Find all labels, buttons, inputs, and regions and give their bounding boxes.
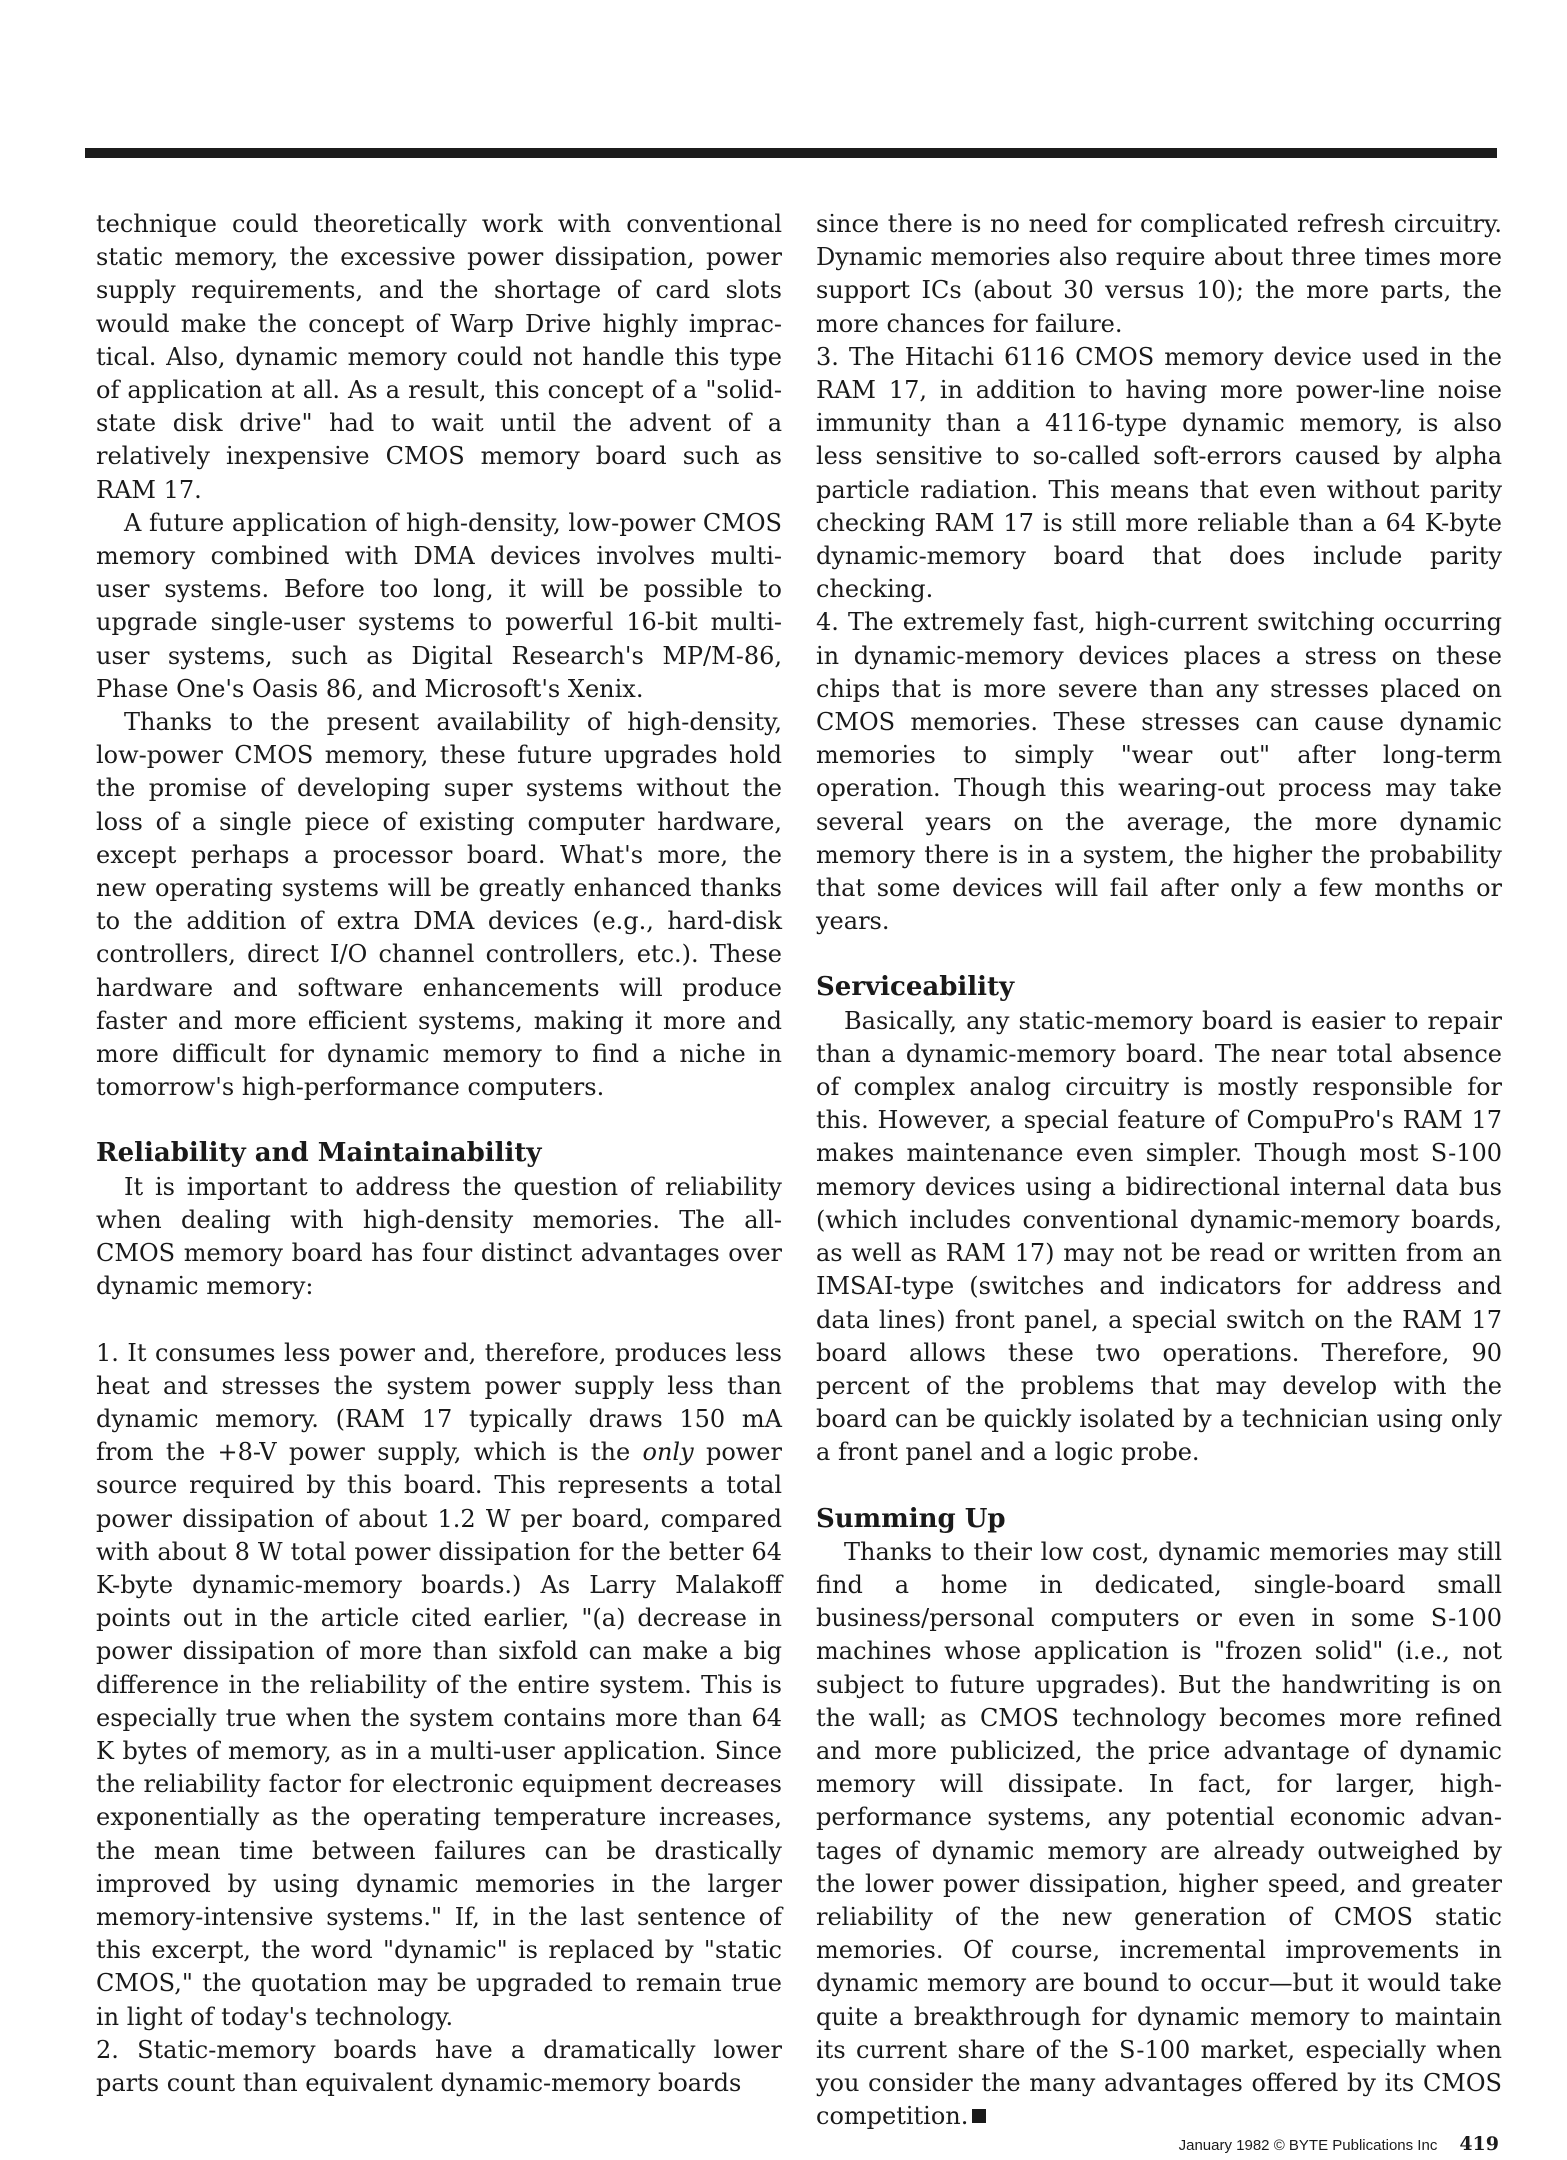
paragraph-warp-drive: technique could theoretically work with conventional static memory, the excessive power dissipation, power supply requirements, and the shortage of card slots would make the concept of Warp Drive highly impractical. Also, dynamic memory could not handle this type of application at all. As a result, this concept of a "solid-state disk drive" had to wait until the advent of a relatively inexpensive CMOS memory board such as RAM 17. [96,210,782,504]
paragraph-future-upgrades: Thanks to the present availability of high-density, low-power CMOS memory, these future upgrades hold the promise of developing super systems without the loss of a single piece of existing computer hardware, except perhaps a processor board. What's more, the new operating systems will be greatly enhanced thanks to the addition of extra DMA devices (e.g., hard-disk controllers, direct I/O channel controllers, etc.). These hardware and software enhancements will produce faster and more efficient systems, making it more and more difficult for dynamic memory to find a niche in tomorrow's high-performance computers. [96,708,782,1102]
list-item-2-continued: since there is no need for complicated refresh circuitry. Dynamic memories also require about three times more support ICs (about 30 versus 10); the more parts, the more chances for failure. [816,210,1502,338]
summing-up-text: Thanks to their low cost, dynamic memories may still find a home in dedicated, single-board small business/personal computers or even in some S-100 machines whose application is "frozen solid" (i.e., not subject to future upgrades). But the handwriting is on the wall; as CMOS technology becomes more refined and more publicized, the price advantage of dynamic memory will dissipate. In fact, for larger, high-performance systems, any potential economic advantages of dynamic memory are already outweighed by the lower power dissipation, higher speed, and greater reliability of the new generation of CMOS static memories. Of course, incremental improvements in dynamic memory are bound to occur—but it would take quite a breakthrough for dynamic memory to maintain its current share of the S-100 market, especially when you consider the many advantages offered by its CMOS competition. [816,1537,1502,2131]
end-of-article-mark [972,2109,986,2123]
heading-summing-up: Summing Up [816,1503,1006,1534]
list-item-4: 4. The extremely fast, high-current switching occurring in dynamic-memory devices places a stress on these chips that is more severe than any stresses placed on CMOS memories. These stresses can cause dynamic memories to simply "wear out" after long-term operation. Though this wearing-out process may take several years on the average, the more dynamic memory there is in a system, the higher the probability that some devices will fail after only a few months or years. [816,608,1502,936]
list-item-2: 2. Static-memory boards have a dramatically lower parts count than equivalent dynamic-memory boards [96,2035,782,2097]
top-rule [85,148,1497,158]
page-footer [1179,2134,1499,2156]
heading-serviceability: Serviceability [816,972,1015,1003]
footer-credit: January 1982 © BYTE Publications Inc [1178,2137,1438,2154]
paragraph-summing-up [816,1536,1502,2134]
left-column [96,208,782,2100]
paragraph-reliability-intro: It is important to address the question of reliability when dealing with high-density memories. The all-CMOS memory board has four distinct advantages over dynamic memory: [96,1172,782,1301]
list-item-1-emphasis: only [642,1438,694,1467]
list-item-1-text-a: 1. It consumes less power and, therefore, produces less heat and stresses the system power supply less than dynamic memory. (RAM 17 typically draws 150 mA from the +8-V power supply, which is the [96,1338,782,1467]
heading-reliability: Reliability and Maintainability [96,1138,542,1169]
page-number: 419 [1459,2133,1499,2155]
right-column [816,208,1502,2133]
paragraph-serviceability: Basically, any static-memory board is easier to repair than a dynamic-memory board. The near total absence of complex analog circuitry is mostly responsible for this. However, a special feature of CompuPro's RAM 17 makes maintenance even simpler. Though most S-100 memory devices using a bidirectional internal data bus (which includes conventional dynamic-memory boards, as well as RAM 17) may not be read or written from an IMSAI-type (switches and indicators for address and data lines) front panel, a special switch on the RAM 17 board allows these two operations. Therefore, 90 percent of the problems that may develop with the board can be quickly isolated by a technician using only a front panel and a logic probe. [816,1006,1502,1467]
list-item-1 [96,1337,782,2034]
list-item-1-text-b: power source required by this board. This represents a total power dissipation of about 1.2 W per board, compared with about 8 W total power dissipation for the better 64 K-byte dynamic-memory boards.) As Larry Malakoff points out in the article cited earlier, "(a) decrease in power dissipation of more than sixfold can make a big difference in the reliability of the entire system. This is especially true when the system contains more than 64 K bytes of memory, as in a multi-user application. Since the reliability factor for electronic equipment decreases exponentially as the operating temperature increases, the mean time between failures can be drastically improved by using dynamic memories in the larger memory-intensive systems." If, in the last sentence of this excerpt, the word "dynamic" is replaced by "static CMOS," the quotation may be upgraded to remain true in light of today's technology. [96,1438,782,2031]
paragraph-multi-user: A future application of high-density, low-power CMOS memory combined with DMA devices involves multi-user systems. Before too long, it will be possible to upgrade single-user systems to powerful 16-bit multi-user systems, such as Digital Research's MP/M-86, Phase One's Oasis 86, and Microsoft's Xenix. [96,508,782,703]
list-item-3: 3. The Hitachi 6116 CMOS memory device used in the RAM 17, in addition to having more power-line noise immunity than a 4116-type dynamic memory, is also less sensitive to so-called soft-errors caused by alpha particle radiation. This means that even without parity checking RAM 17 is still more reliable than a 64 K-byte dynamic-memory board that does include parity checking. [816,342,1502,604]
